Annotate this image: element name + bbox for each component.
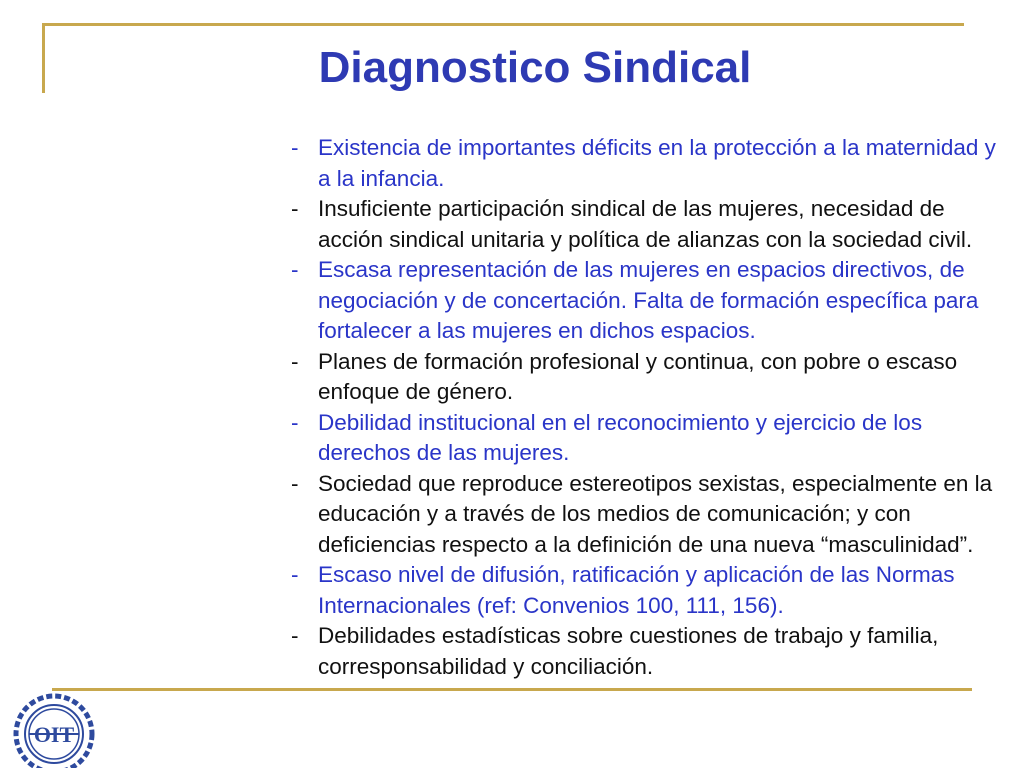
oit-logo-icon [10, 692, 98, 768]
bullet-item [286, 621, 1006, 682]
bullet-item [286, 194, 1006, 255]
slide-title: Diagnostico Sindical [318, 43, 752, 92]
bullet-text: Debilidades estadísticas sobre cuestiones de trabajo y familia, corresponsabilidad y conciliación. [318, 623, 939, 679]
bullet-marker: - [291, 257, 299, 282]
bullet-marker: - [291, 135, 299, 160]
bullet-text: Insuficiente participación sindical de las mujeres, necesidad de acción sindical unitaria y política de alianzas con la sociedad civil. [318, 196, 973, 252]
frame-bottom-line [52, 688, 972, 691]
bullet-item [286, 255, 1006, 347]
bullet-marker: - [291, 196, 299, 221]
bullet-text: Existencia de importantes déficits en la protección a la maternidad y a la infancia. [318, 135, 996, 191]
bullet-text: Debilidad institucional en el reconocimiento y ejercicio de los derechos de las mujeres. [318, 409, 923, 465]
logo-letters: OIT [33, 722, 75, 747]
bullet-marker: - [291, 470, 299, 496]
bullet-item [286, 347, 1006, 408]
bullet-list [286, 133, 1006, 682]
bullet-marker: - [291, 409, 299, 435]
bullet-text: Sociedad que reproduce estereotipos sexistas, especialmente en la educación y a través de los medios de comunicación; y con deficiencias respecto a la definición de una nueva “masculinidad”. [318, 470, 993, 557]
bullet-item [286, 408, 1006, 469]
bullet-item [286, 469, 1006, 561]
bullet-item [286, 560, 1006, 621]
bullet-marker: - [291, 623, 299, 648]
bullet-text: Escaso nivel de difusión, ratificación y aplicación de las Normas Internacionales (ref: Convenios 100, 111, 156). [318, 562, 955, 618]
bullet-text: Planes de formación profesional y continua, con pobre o escaso enfoque de género. [318, 348, 958, 404]
bullet-marker: - [291, 348, 299, 374]
bullet-text: Escasa representación de las mujeres en espacios directivos, de negociación y de concertación. Falta de formación específica para fortalecer a las mujeres en dichos espacios. [318, 257, 979, 343]
frame-top-line [42, 23, 964, 26]
bullet-item [286, 133, 1006, 194]
oit-logo-graphic [10, 692, 98, 768]
bullet-marker: - [291, 562, 299, 587]
